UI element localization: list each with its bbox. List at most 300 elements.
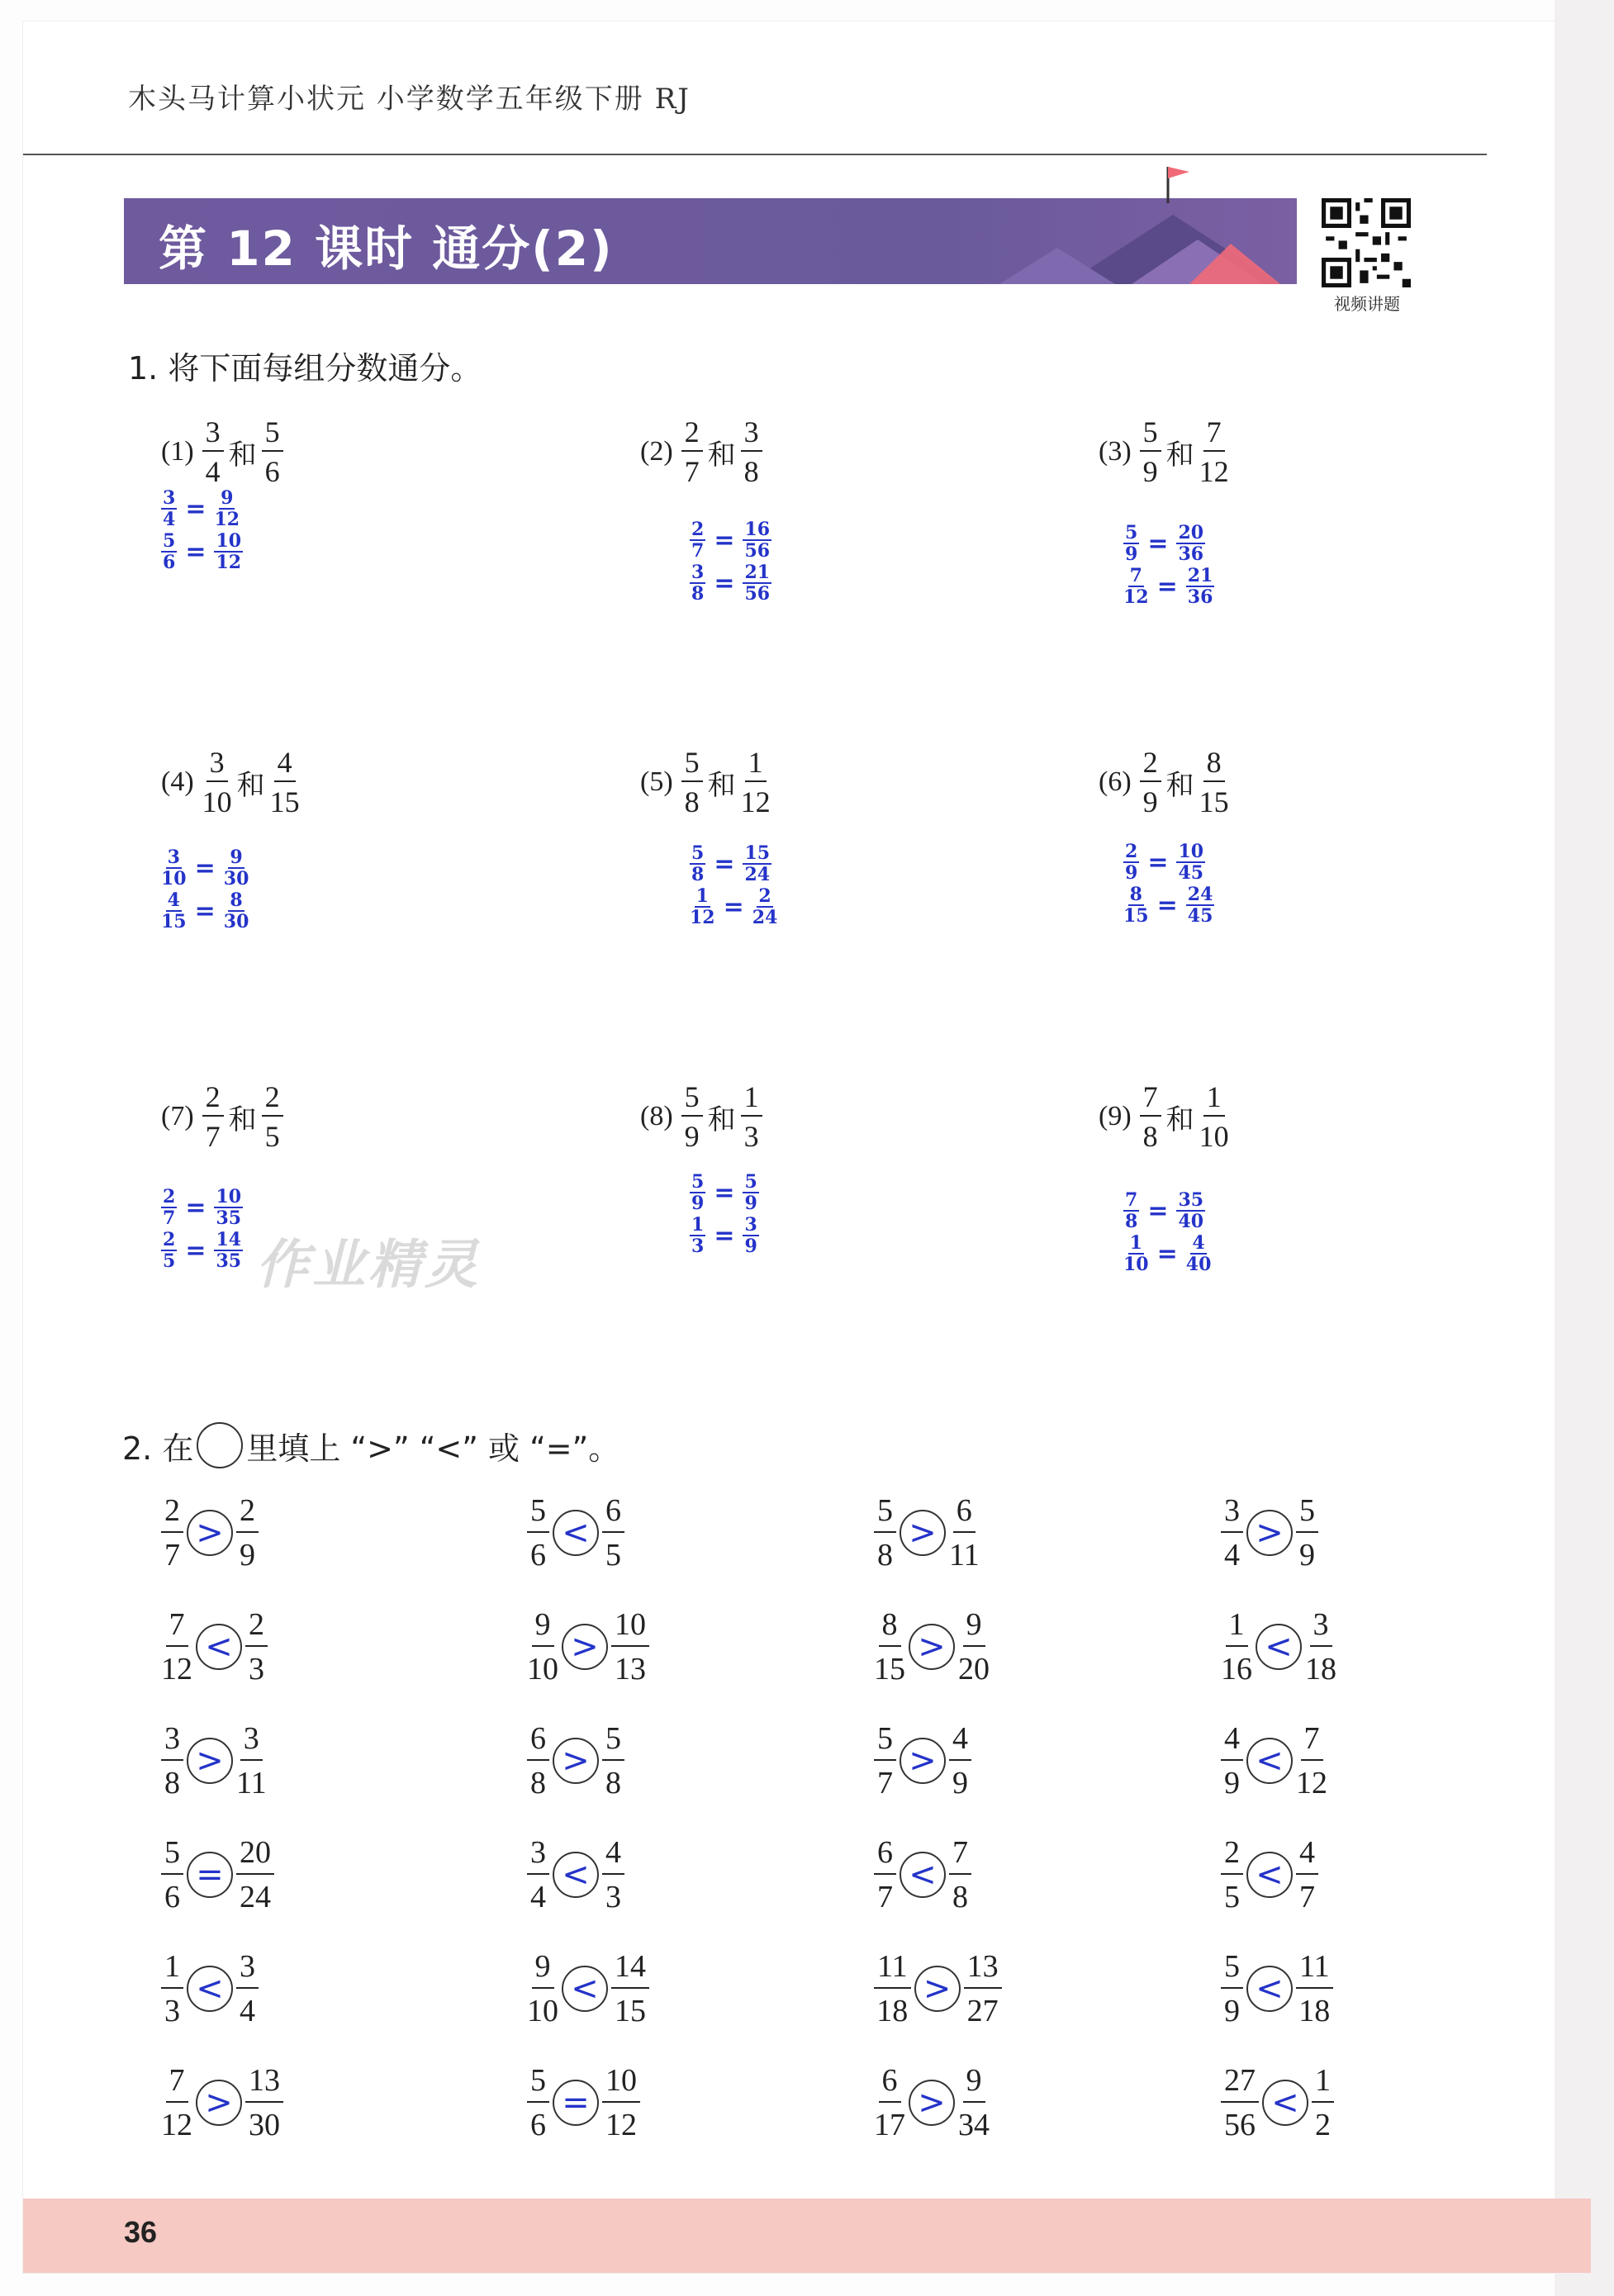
denominator: 9: [684, 1120, 700, 1153]
numerator: 4: [602, 1837, 624, 1875]
and-word: 和: [228, 438, 257, 472]
fraction: [741, 417, 762, 486]
answer-circle[interactable]: >: [900, 1738, 946, 1784]
denominator: 15: [1199, 785, 1229, 818]
denominator: 8: [605, 1766, 621, 1800]
fraction: [1140, 747, 1161, 817]
fraction: [1221, 2065, 1259, 2141]
answer-row: [161, 1186, 243, 1229]
question-2-title: [122, 1422, 619, 1468]
numerator: 3: [236, 1951, 259, 1989]
problem-label: (3): [1099, 436, 1132, 467]
equals-sign: =: [714, 1221, 735, 1250]
numerator: 8: [230, 889, 243, 911]
numerator: 2: [236, 1495, 259, 1533]
comparison-item: [1221, 1609, 1336, 1685]
fraction: [741, 747, 771, 817]
answer-fraction: [214, 489, 240, 529]
comparison-item: [1221, 2065, 1334, 2141]
problem-5: [640, 747, 772, 817]
answer-circle[interactable]: >: [909, 1624, 955, 1670]
numerator: 11: [1296, 1951, 1333, 1989]
fraction: [161, 1495, 183, 1571]
flag-icon: [1156, 164, 1206, 205]
fraction: [1140, 417, 1161, 486]
fraction: [874, 1723, 896, 1799]
answer-row: [1123, 1232, 1211, 1275]
and-word: 和: [236, 768, 265, 802]
numerator: 1: [1312, 2065, 1334, 2103]
denominator: 20: [958, 1652, 990, 1686]
equals-sign: =: [1156, 890, 1178, 920]
denominator: 7: [163, 1207, 176, 1229]
problem-label: (2): [640, 436, 673, 467]
numerator: 10: [216, 1186, 242, 1207]
denominator: 3: [164, 1994, 180, 2028]
numerator: 27: [1221, 2065, 1259, 2103]
fraction: [236, 1723, 267, 1799]
fraction: [874, 1609, 905, 1685]
denominator: 6: [530, 2108, 546, 2142]
and-word: 和: [1165, 768, 1194, 802]
answer-fraction: [1123, 885, 1149, 925]
numerator: 7: [1203, 417, 1225, 452]
numerator: 2: [1221, 1837, 1243, 1875]
fraction: [161, 1609, 192, 1685]
and-word: 和: [1165, 1103, 1194, 1136]
numerator: 7: [1125, 1189, 1138, 1211]
numerator: 3: [691, 562, 705, 583]
denominator: 4: [205, 455, 221, 488]
denominator: 5: [163, 1250, 176, 1272]
denominator: 12: [605, 2108, 637, 2142]
denominator: 2: [1315, 2108, 1331, 2142]
numerator: 1: [1226, 1609, 1248, 1647]
numerator: 4: [274, 747, 296, 782]
fraction: [1199, 747, 1229, 817]
denominator: 8: [164, 1766, 180, 1800]
fraction: [1312, 2065, 1334, 2141]
answer-fraction: [743, 844, 771, 884]
denominator: 12: [1296, 1766, 1327, 1800]
numerator: 20: [236, 1837, 274, 1875]
denominator: 15: [874, 1652, 905, 1686]
fraction: [1221, 1495, 1243, 1571]
numerator: 8: [1129, 884, 1142, 905]
numerator: 1: [161, 1951, 183, 1989]
answer-row: [161, 487, 243, 530]
numerator: 5: [262, 417, 283, 452]
fraction: [611, 1951, 649, 2027]
equals-sign: =: [185, 1236, 206, 1265]
denominator: 3: [743, 1120, 759, 1153]
fraction: [949, 1837, 971, 1913]
denominator: 24: [240, 1880, 271, 1914]
comparison-item: [527, 1951, 649, 2027]
fraction: [245, 2065, 283, 2141]
comparison-item: [874, 1837, 971, 1913]
fraction: [1305, 1609, 1336, 1685]
comparison-item: [874, 2065, 990, 2141]
answer-circle[interactable]: >: [914, 1966, 961, 2012]
answer-fraction: [743, 520, 771, 560]
page-footer: [23, 2199, 1591, 2273]
numerator: 5: [874, 1723, 896, 1761]
answer-circle[interactable]: =: [553, 2080, 599, 2126]
question-2-title-post: 里填上 “>” “<” 或 “=”。: [246, 1430, 620, 1467]
numerator: 10: [1178, 841, 1204, 862]
numerator: 24: [1187, 884, 1213, 905]
denominator: 9: [1224, 1766, 1240, 1800]
denominator: 9: [240, 1538, 255, 1573]
watermark: 作业精灵: [256, 1235, 481, 1296]
answer-fraction: [161, 1188, 177, 1227]
denominator: 12: [690, 907, 715, 928]
numerator: 5: [1296, 1495, 1318, 1533]
answer-circle[interactable]: =: [187, 1852, 233, 1898]
answer-fraction: [214, 532, 243, 572]
answer-circle[interactable]: <: [562, 1966, 608, 2012]
fraction: [202, 417, 224, 486]
numerator: 5: [161, 1837, 183, 1875]
comparison-item: [1221, 1495, 1318, 1571]
and-word: 和: [707, 768, 736, 802]
denominator: 36: [1178, 543, 1204, 565]
equals-sign: =: [194, 853, 216, 883]
numerator: 10: [611, 1609, 649, 1647]
denominator: 15: [161, 911, 187, 932]
equals-sign: =: [1147, 847, 1169, 877]
numerator: 5: [1221, 1951, 1243, 1989]
numerator: 1: [695, 885, 709, 907]
and-word: 和: [707, 1103, 736, 1136]
fraction: [527, 1723, 549, 1799]
numerator: 11: [874, 1951, 911, 1989]
answer-row: [161, 530, 243, 573]
equals-sign: =: [1147, 529, 1169, 558]
fraction: [236, 1837, 274, 1913]
question-1-title: 1. 将下面每组分数通分。: [128, 350, 482, 387]
numerator: 5: [1125, 522, 1138, 543]
answer-fraction: [1123, 1234, 1149, 1274]
answer-row: [690, 885, 777, 928]
comparison-item: [161, 1495, 259, 1571]
numerator: 3: [202, 417, 224, 452]
answer-circle[interactable]: <: [900, 1852, 946, 1898]
denominator: 40: [1185, 1254, 1212, 1275]
and-word: 和: [707, 438, 736, 472]
numerator: 6: [953, 1495, 976, 1533]
answer-circle[interactable]: >: [900, 1510, 946, 1556]
denominator: 36: [1187, 586, 1213, 608]
answer-circle[interactable]: >: [562, 1624, 608, 1670]
fraction: [958, 2065, 990, 2141]
comparison-item: [161, 1723, 267, 1799]
numerator: 2: [245, 1609, 268, 1647]
fraction: [602, 1837, 624, 1913]
denominator: 35: [216, 1207, 242, 1229]
numerator: 6: [874, 1837, 896, 1875]
numerator: 3: [161, 1723, 183, 1761]
answer-fraction: [214, 1188, 243, 1227]
blank-circle-icon: [197, 1422, 243, 1468]
numerator: 1: [745, 747, 767, 782]
equals-sign: =: [1147, 1196, 1169, 1226]
denominator: 8: [952, 1880, 968, 1914]
numerator: 5: [681, 1082, 703, 1117]
fraction: [949, 1495, 980, 1571]
fraction: [874, 1951, 911, 2027]
fraction: [236, 1495, 259, 1571]
numerator: 7: [1129, 565, 1142, 586]
answer-row: [690, 519, 771, 562]
and-word: 和: [1165, 438, 1194, 472]
problem-label: (9): [1099, 1101, 1132, 1131]
denominator: 9: [1142, 455, 1158, 488]
denominator: 7: [877, 1766, 893, 1800]
numerator: 4: [167, 889, 180, 911]
fraction: [1221, 1951, 1243, 2027]
denominator: 8: [691, 583, 705, 605]
denominator: 30: [223, 868, 249, 889]
answer-circle[interactable]: >: [909, 2080, 955, 2126]
answer-fraction: [690, 887, 715, 927]
denominator: 9: [1125, 862, 1138, 884]
fraction: [262, 1082, 283, 1151]
denominator: 12: [214, 509, 240, 530]
fraction: [958, 1609, 990, 1685]
answer-fraction: [743, 1216, 758, 1255]
denominator: 7: [1299, 1880, 1315, 1914]
problem-label: (7): [161, 1101, 194, 1131]
denominator: 10: [527, 1652, 558, 1686]
answer-row: [161, 847, 249, 889]
fraction: [681, 417, 703, 486]
denominator: 11: [949, 1538, 980, 1573]
fraction: [949, 1723, 971, 1799]
answer-row: [1123, 565, 1214, 608]
numerator: 3: [206, 747, 228, 782]
denominator: 6: [264, 455, 280, 488]
fraction: [202, 747, 232, 817]
denominator: 15: [269, 785, 300, 818]
fraction: [161, 1951, 183, 2027]
answer-circle[interactable]: >: [553, 1738, 599, 1784]
comparison-item: [527, 1609, 649, 1685]
denominator: 12: [1123, 586, 1149, 608]
answer-fraction: [1176, 524, 1205, 563]
numerator: 6: [602, 1495, 624, 1533]
denominator: 6: [530, 1538, 546, 1573]
equals-sign: =: [1156, 1239, 1178, 1269]
problem-2: [640, 417, 764, 486]
fraction: [1221, 1837, 1243, 1913]
fraction: [527, 1951, 558, 2027]
denominator: 4: [240, 1994, 255, 2028]
numerator: 9: [221, 487, 234, 509]
answer-fraction: [1123, 524, 1139, 563]
numerator: 1: [741, 1082, 762, 1117]
denominator: 11: [236, 1766, 267, 1800]
denominator: 7: [691, 540, 705, 562]
denominator: 9: [952, 1766, 968, 1800]
comparison-item: [527, 2065, 640, 2141]
fraction: [527, 1495, 549, 1571]
answer-fraction: [1176, 842, 1205, 882]
answer-circle[interactable]: <: [196, 1624, 242, 1670]
comparison-item: [1221, 1837, 1318, 1913]
handwritten-answer: [690, 519, 771, 605]
comparison-item: [161, 1609, 268, 1685]
denominator: 3: [605, 1880, 621, 1914]
numerator: 7: [1140, 1082, 1161, 1117]
fraction: [964, 1951, 1002, 2027]
handwritten-answer: [1123, 1189, 1211, 1275]
page-edge: [1555, 0, 1614, 2296]
numerator: 9: [230, 847, 243, 868]
denominator: 9: [744, 1236, 757, 1257]
numerator: 13: [245, 2065, 283, 2103]
equals-sign: =: [185, 537, 206, 567]
denominator: 6: [163, 552, 176, 573]
problem-7: [161, 1082, 285, 1151]
numerator: 2: [681, 417, 703, 452]
fraction: [262, 417, 283, 486]
answer-fraction: [1186, 1234, 1212, 1274]
denominator: 8: [1125, 1211, 1138, 1232]
numerator: 2: [1125, 841, 1138, 862]
numerator: 2: [202, 1082, 224, 1117]
numerator: 9: [963, 1609, 985, 1647]
numerator: 7: [1301, 1723, 1323, 1761]
numerator: 2: [758, 885, 771, 907]
comparison-item: [161, 1951, 259, 2027]
answer-row: [690, 842, 777, 885]
problem-label: (4): [161, 766, 194, 797]
numerator: 9: [963, 2065, 985, 2103]
numerator: 3: [741, 417, 762, 452]
handwritten-answer: [1123, 522, 1214, 608]
numerator: 15: [744, 842, 771, 864]
numerator: 4: [949, 1723, 971, 1761]
answer-circle[interactable]: <: [1246, 1738, 1293, 1784]
qr-code-icon[interactable]: [1322, 198, 1411, 287]
answer-fraction: [690, 563, 705, 603]
answer-row: [1123, 884, 1214, 927]
answer-fraction: [1123, 842, 1139, 882]
handwritten-answer: [1123, 841, 1214, 927]
numerator: 7: [166, 1609, 188, 1647]
numerator: 20: [1178, 522, 1204, 543]
denominator: 30: [249, 2108, 280, 2142]
denominator: 9: [1224, 1994, 1240, 2028]
comparison-item: [874, 1495, 980, 1571]
handwritten-answer: [161, 1186, 243, 1272]
answer-row: [161, 889, 249, 932]
answer-fraction: [224, 891, 249, 931]
numerator: 1: [1129, 1232, 1142, 1254]
denominator: 24: [752, 907, 778, 928]
answer-circle[interactable]: <: [553, 1510, 599, 1556]
comparison-item: [874, 1609, 990, 1685]
fraction: [527, 1609, 558, 1685]
denominator: 8: [743, 455, 759, 488]
fraction: [1140, 1082, 1161, 1151]
denominator: 9: [1142, 785, 1158, 818]
fraction: [245, 1609, 268, 1685]
numerator: 1: [1203, 1082, 1225, 1117]
numerator: 5: [874, 1495, 896, 1533]
denominator: 5: [605, 1538, 621, 1573]
equals-sign: =: [194, 896, 216, 926]
denominator: 27: [966, 1994, 999, 2028]
fraction: [1199, 1082, 1229, 1151]
numerator: 35: [1178, 1189, 1204, 1211]
denominator: 9: [691, 1193, 705, 1214]
denominator: 17: [874, 2108, 905, 2142]
numerator: 14: [611, 1951, 649, 1989]
answer-fraction: [743, 1173, 758, 1212]
answer-fraction: [214, 1231, 243, 1270]
answer-circle[interactable]: <: [1262, 2080, 1308, 2126]
answer-fraction: [161, 532, 177, 572]
fraction: [1296, 1495, 1318, 1571]
answer-fraction: [1123, 1191, 1139, 1231]
denominator: 4: [530, 1880, 546, 1914]
numerator: 10: [216, 530, 242, 552]
numerator: 2: [691, 519, 705, 540]
denominator: 5: [264, 1120, 280, 1153]
answer-circle[interactable]: >: [187, 1738, 233, 1784]
answer-circle[interactable]: <: [1246, 1966, 1293, 2012]
problem-4: [161, 747, 301, 817]
answer-circle[interactable]: >: [187, 1510, 233, 1556]
numerator: 8: [879, 1609, 901, 1647]
comparison-item: [527, 1837, 624, 1913]
handwritten-answer: [690, 842, 777, 928]
denominator: 13: [615, 1652, 646, 1686]
fraction: [1296, 1951, 1333, 2027]
denominator: 15: [1123, 905, 1149, 927]
comparison-item: [1221, 1723, 1327, 1799]
answer-circle[interactable]: >: [1246, 1510, 1293, 1556]
fraction: [874, 1837, 896, 1913]
numerator: 5: [602, 1723, 624, 1761]
numerator: 3: [163, 487, 176, 509]
answer-circle[interactable]: <: [187, 1966, 233, 2012]
answer-row: [1123, 841, 1214, 884]
answer-circle[interactable]: <: [1246, 1852, 1293, 1898]
comparison-item: [161, 1837, 274, 1913]
answer-fraction: [752, 887, 778, 927]
denominator: 15: [615, 1994, 646, 2028]
answer-row: [690, 1171, 759, 1214]
numerator: 5: [527, 1495, 549, 1533]
equals-sign: =: [1156, 572, 1178, 601]
running-head: 木头马计算小状元 小学数学五年级下册 RJ: [128, 83, 691, 116]
fraction: [527, 1837, 549, 1913]
answer-circle[interactable]: >: [196, 2080, 242, 2126]
denominator: 8: [877, 1538, 893, 1573]
denominator: 4: [1224, 1538, 1240, 1573]
equals-sign: =: [714, 1178, 735, 1207]
answer-circle[interactable]: <: [1256, 1624, 1302, 1670]
denominator: 10: [161, 868, 187, 889]
denominator: 7: [684, 455, 700, 488]
denominator: 8: [691, 864, 705, 885]
answer-circle[interactable]: <: [553, 1852, 599, 1898]
handwritten-answer: [161, 847, 249, 932]
